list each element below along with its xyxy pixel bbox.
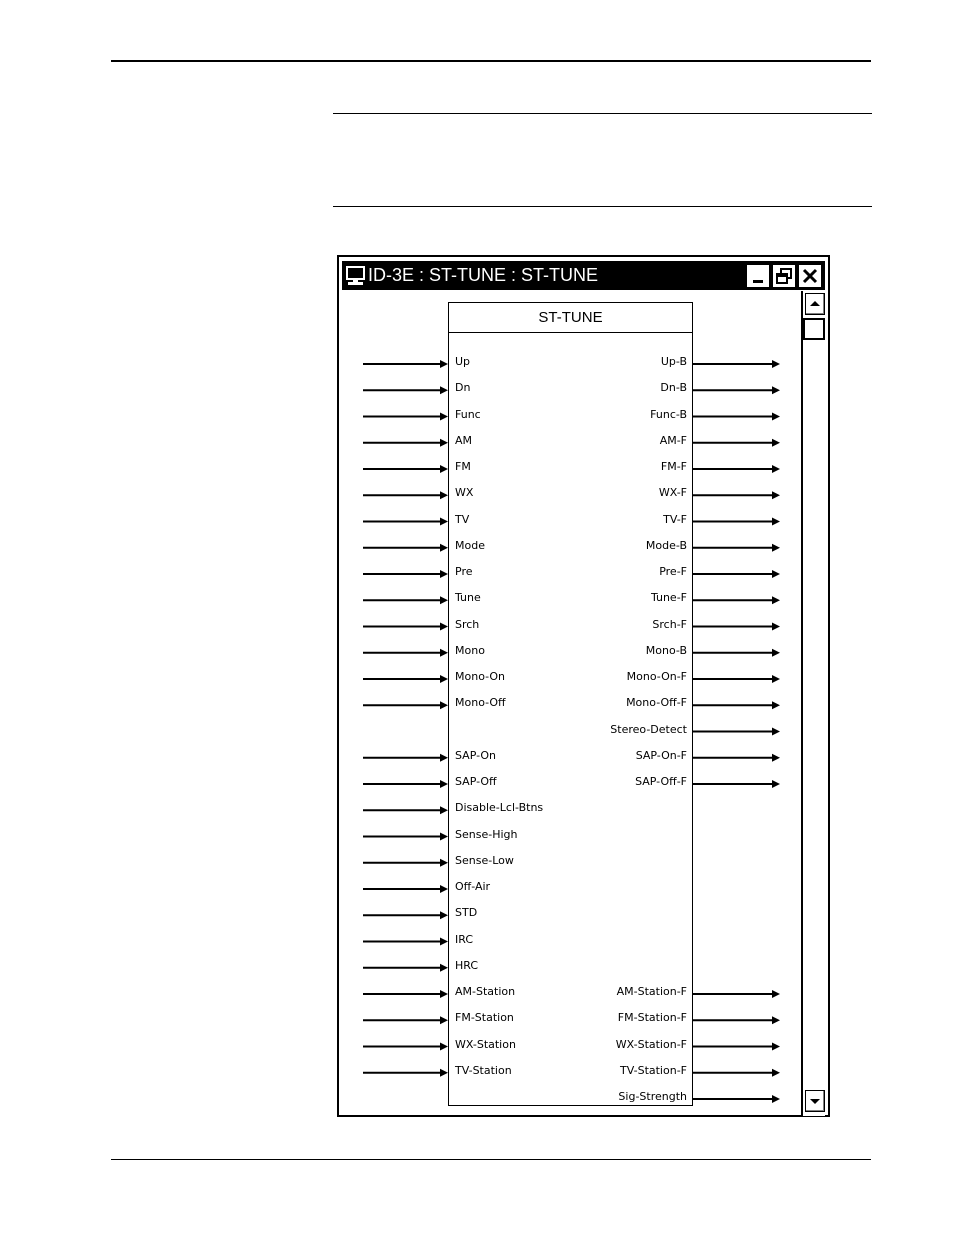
input-wire-mode[interactable] [363,544,448,552]
input-wire-mono[interactable] [363,649,448,657]
st-tune-symbol-block[interactable] [448,302,693,1106]
output-wire-fm-f[interactable] [693,465,780,473]
input-label-mode[interactable]: Mode [455,538,485,552]
input-label-tv-station[interactable]: TV-Station [455,1063,512,1077]
input-label-sense-high[interactable]: Sense-High [455,827,518,841]
input-wire-am-station[interactable] [363,990,448,998]
input-wire-wx-station[interactable] [363,1043,448,1051]
scroll-thumb[interactable] [803,318,825,340]
input-wire-fm[interactable] [363,465,448,473]
input-label-wx-station[interactable]: WX-Station [455,1037,516,1051]
input-label-tune[interactable]: Tune [455,591,481,605]
section-rule-bottom [333,206,872,207]
input-label-mono-on[interactable]: Mono-On [455,670,506,683]
input-label-disable-lcl-btns[interactable]: Disable-Lcl-Btns [455,801,544,815]
input-label-hrc[interactable]: HRC [455,958,479,972]
output-label-fm-f[interactable]: FM-F [660,460,687,473]
input-wire-tune[interactable] [363,596,448,604]
output-wire-tv-f[interactable] [693,518,780,526]
footer-rule [111,1159,871,1160]
input-label-sap-on[interactable]: SAP-On [455,748,497,762]
output-wire-tune-f[interactable] [693,596,780,604]
input-label-sense-low[interactable]: Sense-Low [455,853,514,867]
output-wire-pre-f[interactable] [693,570,780,578]
output-label-am-station-f[interactable]: AM-Station-F [616,985,687,998]
output-wire-stereo-detect[interactable] [693,728,780,736]
section-rule-top [333,113,872,114]
block-title: ST-TUNE [449,303,692,333]
output-wire-wx-f[interactable] [693,491,780,499]
input-label-wx[interactable]: WX [455,486,474,500]
scroll-down-arrow-icon [806,1091,824,1111]
input-wire-mono-on[interactable] [363,675,448,683]
input-label-std[interactable]: STD [455,906,478,920]
input-label-sap-off[interactable]: SAP-Off [455,775,497,788]
symbol-detail-window [337,255,830,1117]
input-label-srch[interactable]: Srch [455,617,480,631]
output-wire-dn-b[interactable] [693,386,780,394]
close-icon [800,266,820,286]
input-wire-wx[interactable] [363,491,448,499]
input-label-am[interactable]: AM [455,433,473,447]
input-label-am-station[interactable]: AM-Station [455,985,516,998]
input-wire-tv-station[interactable] [363,1069,448,1077]
input-label-mono-off[interactable]: Mono-Off [455,696,506,710]
input-label-func[interactable]: Func [455,407,481,421]
input-wire-am[interactable] [363,439,448,447]
input-wire-pre[interactable] [363,570,448,578]
output-wire-mono-off-f[interactable] [693,701,780,709]
output-wire-sig-strength[interactable] [693,1095,780,1103]
input-wire-sap-on[interactable] [363,754,448,762]
input-wire-off-air[interactable] [363,885,448,893]
output-wire-wx-station-f[interactable] [693,1043,780,1051]
input-wire-sense-low[interactable] [363,859,448,867]
vertical-scrollbar[interactable] [801,291,825,1116]
window-title: ID-3E : ST-TUNE : ST-TUNE [368,265,599,285]
input-wire-std[interactable] [363,911,448,919]
scroll-up-button[interactable] [805,293,825,315]
output-wire-sap-on-f[interactable] [693,754,780,762]
input-label-fm[interactable]: FM [455,460,471,473]
input-wire-fm-station[interactable] [363,1016,448,1024]
output-label-mono-on-f[interactable]: Mono-On-F [626,670,687,683]
output-wire-fm-station-f[interactable] [693,1016,780,1024]
input-wire-sense-high[interactable] [363,833,448,841]
output-label-fm-station-f[interactable]: FM-Station-F [617,1011,687,1025]
input-wire-dn[interactable] [363,386,448,394]
output-label-dn-b[interactable]: Dn-B [660,381,687,395]
output-label-up-b[interactable]: Up-B [660,355,687,368]
output-wire-srch-f[interactable] [693,623,780,631]
input-label-irc[interactable]: IRC [455,932,474,946]
input-wire-mono-off[interactable] [363,701,448,709]
scroll-up-arrow-icon [806,294,824,314]
scroll-down-button[interactable] [805,1090,825,1112]
input-wire-srch[interactable] [363,623,448,631]
input-wire-disable-lcl-btns[interactable] [363,806,448,814]
output-label-pre-f[interactable]: Pre-F [659,565,687,578]
input-label-off-air[interactable]: Off-Air [455,880,491,893]
output-wire-tv-station-f[interactable] [693,1069,780,1077]
output-label-func-b[interactable]: Func-B [650,407,687,421]
output-wire-mono-on-f[interactable] [693,675,780,683]
output-wire-am-f[interactable] [693,439,780,447]
input-label-pre[interactable]: Pre [455,565,473,578]
input-label-up[interactable]: Up [455,355,471,368]
header-rule [111,60,871,62]
input-wire-up[interactable] [363,360,448,368]
output-label-stereo-detect[interactable]: Stereo-Detect [610,722,687,736]
output-label-am-f[interactable]: AM-F [659,433,687,447]
output-wire-func-b[interactable] [693,413,780,421]
input-label-dn[interactable]: Dn [455,381,471,395]
output-label-srch-f[interactable]: Srch-F [652,617,687,631]
output-label-sap-off-f[interactable]: SAP-Off-F [635,775,687,788]
output-label-wx-f[interactable]: WX-F [658,486,687,500]
output-label-sap-on-f[interactable]: SAP-On-F [635,748,687,762]
output-label-sig-strength[interactable]: Sig-Strength [618,1090,687,1103]
close-button[interactable] [799,265,821,287]
input-label-fm-station[interactable]: FM-Station [455,1011,514,1025]
input-wire-hrc[interactable] [363,964,448,972]
input-label-tv[interactable]: TV [455,512,470,526]
input-label-mono[interactable]: Mono [455,643,485,657]
input-wire-func[interactable] [363,413,448,421]
output-label-mono-b[interactable]: Mono-B [645,643,687,657]
output-label-wx-station-f[interactable]: WX-Station-F [615,1037,687,1051]
output-label-tv-station-f[interactable]: TV-Station-F [620,1063,687,1077]
output-label-tune-f[interactable]: Tune-F [650,591,687,605]
input-wire-irc[interactable] [363,938,448,946]
output-label-tv-f[interactable]: TV-F [663,512,687,526]
output-wire-mode-b[interactable] [693,544,780,552]
output-label-mono-off-f[interactable]: Mono-Off-F [626,696,687,710]
input-wire-tv[interactable] [363,518,448,526]
output-wire-mono-b[interactable] [693,649,780,657]
output-wire-sap-off-f[interactable] [693,780,780,788]
input-wire-sap-off[interactable] [363,780,448,788]
output-label-mode-b[interactable]: Mode-B [645,538,687,552]
output-wire-up-b[interactable] [693,360,780,368]
output-wire-am-station-f[interactable] [693,990,780,998]
